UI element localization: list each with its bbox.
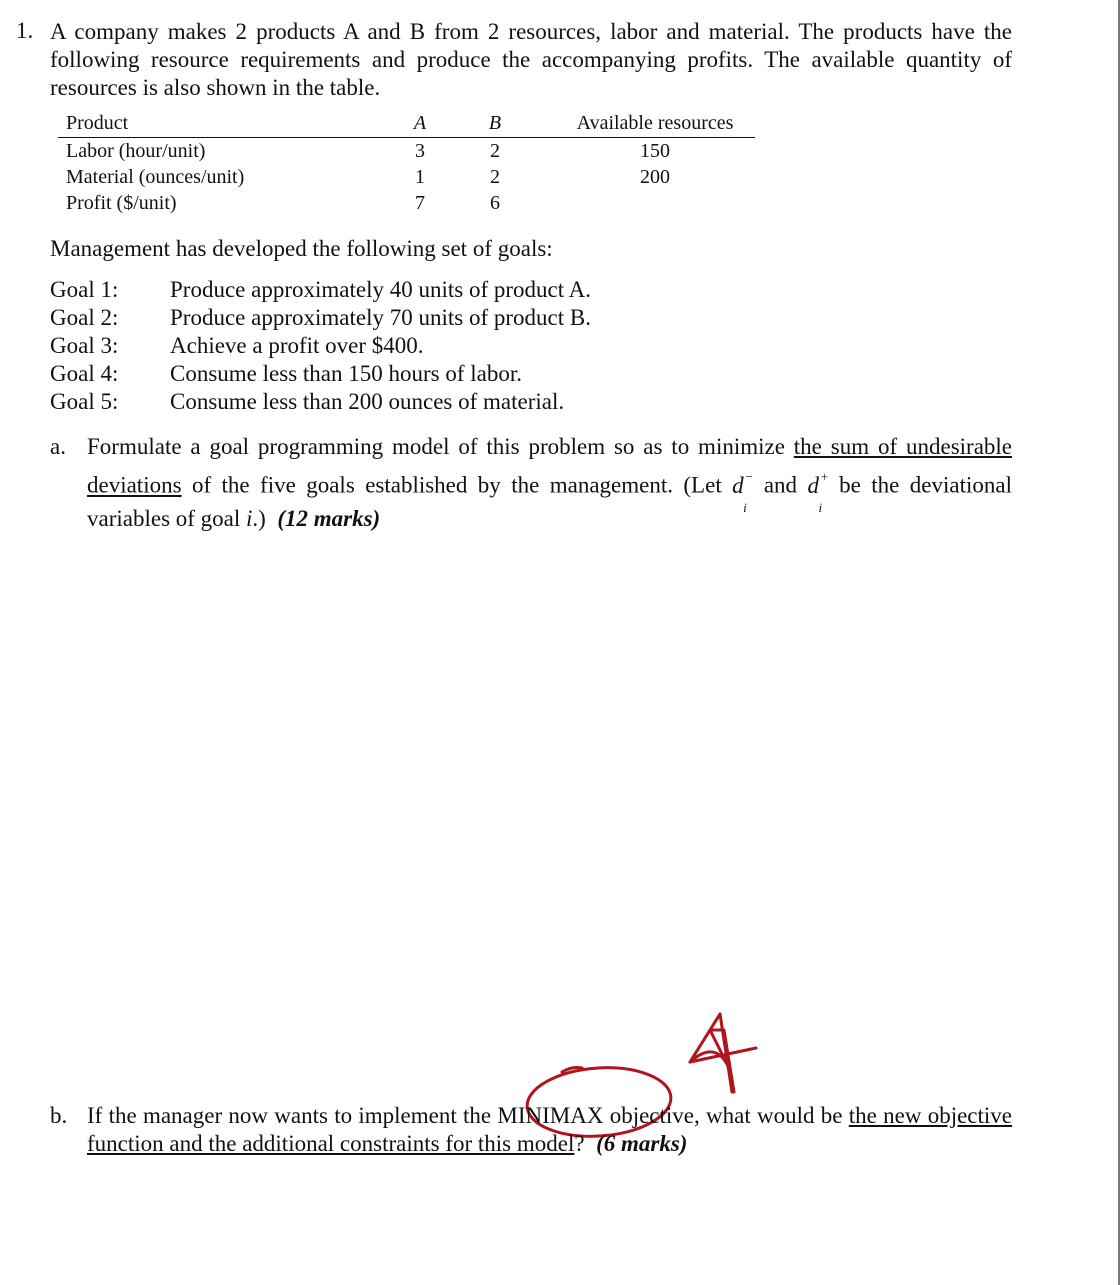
list-item: [50, 388, 591, 416]
cell-available: [555, 190, 755, 216]
list-item: [50, 332, 591, 360]
table-row: [58, 164, 755, 190]
goal-label: Goal 3:: [50, 333, 119, 358]
goal-label: Goal 4:: [50, 361, 119, 386]
goal-text: Consume less than 150 hours of labor.: [170, 361, 522, 386]
cell-a: 3: [415, 140, 425, 162]
header-product: Product: [58, 110, 400, 138]
goal-label: Goal 1:: [50, 277, 119, 302]
list-item: [50, 360, 591, 388]
row-label: Material (ounces/unit): [66, 166, 245, 188]
part-b-letter: b.: [50, 1103, 68, 1128]
table-row: [58, 190, 755, 216]
header-b: B: [475, 110, 515, 138]
cell-b: 2: [490, 140, 500, 162]
cell-a: 1: [415, 166, 425, 188]
cell-a: 7: [415, 192, 425, 214]
goal-text: Achieve a profit over $400.: [170, 333, 424, 358]
part-b-text: If the manager now wants to implement the MINIMAX objective, what would be the new objective function and the additional constraints for this model? (6 marks): [87, 1103, 1013, 1156]
goal-text: Produce approximately 70 units of product B.: [170, 305, 591, 330]
part-a-letter: a.: [50, 434, 66, 459]
d-minus-var: d− i: [732, 469, 754, 515]
table-header-row: [58, 110, 755, 138]
row-label: Labor (hour/unit): [66, 140, 206, 162]
part-a-underlined: the sum of undesirable deviations: [87, 434, 1012, 498]
header-available: Available resources: [555, 110, 755, 138]
goals-list: [50, 276, 591, 416]
cell-available: 200: [640, 166, 670, 188]
management-intro: Management has developed the following set of goals:: [50, 236, 553, 261]
goal-label: Goal 2:: [50, 305, 119, 330]
goal-label: Goal 5:: [50, 389, 119, 414]
part-a-text: Formulate a goal programming model of this problem so as to minimize the sum of undesirable deviations of the five goals established by the management. (Let d− i and d+ i be the deviational variables of goal i.) (12 marks): [87, 434, 1012, 531]
cell-available: 150: [640, 140, 670, 162]
list-item: [50, 304, 591, 332]
resource-table: [58, 110, 755, 216]
cell-b: 2: [490, 166, 500, 188]
goal-text: Consume less than 200 ounces of material.: [170, 389, 565, 414]
part-a: [50, 430, 1012, 535]
d-plus-var: d+ i: [807, 469, 829, 515]
header-a: A: [400, 110, 440, 138]
part-b: [50, 1102, 1012, 1158]
cell-b: 6: [490, 192, 500, 214]
table-row: [58, 138, 755, 165]
part-b-marks: (6 marks): [596, 1131, 688, 1156]
list-item: [50, 276, 591, 304]
part-b-underlined: the new objective function and the additional constraints for this model: [87, 1103, 1013, 1156]
goal-text: Produce approximately 40 units of product A.: [170, 277, 591, 302]
question-number: 1.: [16, 18, 34, 43]
row-label: Profit ($/unit): [66, 192, 177, 214]
question-intro: A company makes 2 products A and B from 2 resources, labor and material. The products have the following resource requirements and produce the accompanying profits. The available quantity of resources is also shown in the table.: [50, 19, 1012, 100]
part-a-marks: (12 marks): [277, 505, 381, 531]
